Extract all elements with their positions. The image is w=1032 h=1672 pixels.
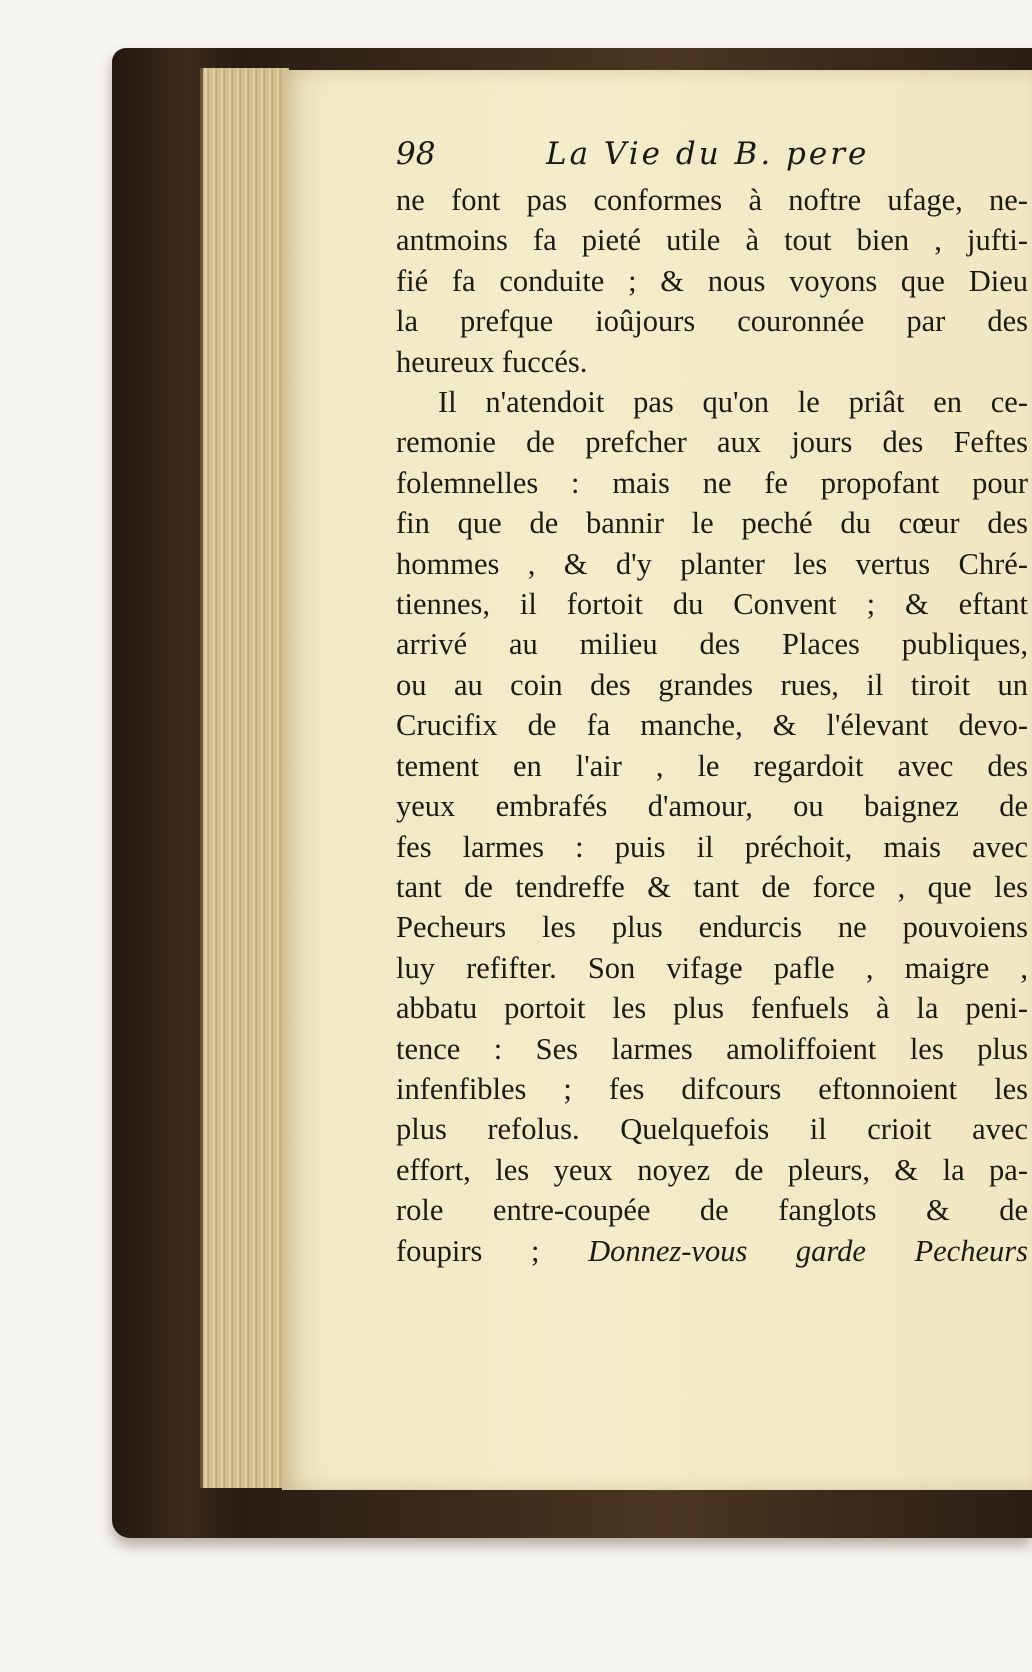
final-line-roman: foupirs ; [396, 1233, 540, 1268]
running-head: La Vie du B. pere [546, 136, 870, 172]
text-line: role entre-coupée de fanglots & de [396, 1193, 1028, 1228]
page-number: 98 [396, 136, 436, 172]
text-line: fié fa conduite ; & nous voyons que Dieu [396, 263, 1028, 298]
text-line: Il n'atendoit pas qu'on le priât en ce- [438, 385, 1028, 420]
text-line: la prefque ioûjours couronnée par des [396, 304, 1028, 339]
text-line: ou au coin des grandes rues, il tiroit un [396, 667, 1028, 702]
text-line: tence : Ses larmes amoliffoient les plus [396, 1031, 1028, 1066]
text-line: Pecheurs les plus endurcis ne pouvoiens [396, 910, 1028, 945]
text-line: folemnelles : mais ne fe propofant pour [396, 465, 1028, 500]
text-line: ne font pas conformes à noftre ufage, ne- [396, 183, 1028, 217]
text-line: tant de tendreffe & tant de force , que les [396, 869, 1028, 904]
text-line: antmoins fa pieté utile à tout bien , jufti- [396, 223, 1028, 258]
page-header [396, 136, 1032, 180]
text-line: tiennes, il fortoit du Convent ; & eftant [396, 587, 1028, 622]
final-line [396, 1231, 1028, 1271]
text-line: tement en l'air , le regardoit avec des [396, 748, 1028, 783]
text-line: heureux fuccés. [396, 344, 588, 379]
text-line: plus refolus. Quelquefois il crioit avec [396, 1112, 1028, 1147]
text-line: Crucifix de fa manche, & l'élevant devo- [396, 708, 1028, 743]
text-line: abbatu portoit les plus fenfuels à la peni- [396, 991, 1028, 1026]
text-line: yeux embrafés d'amour, ou baignez de [396, 789, 1028, 824]
text-line: hommes , & d'y planter les vertus Chré- [396, 546, 1028, 581]
final-line-italic: Donnez-vous garde Pecheurs [588, 1233, 1028, 1268]
text-line: effort, les yeux noyez de pleurs, & la pa- [396, 1152, 1028, 1187]
body-text [396, 180, 1028, 1271]
text-line: infenfibles ; fes difcours eftonnoient les [396, 1071, 1028, 1106]
text-line: fes larmes : puis il préchoit, mais avec [396, 829, 1028, 864]
text-line: fin que de bannir le peché du cœur des [396, 506, 1028, 541]
text-line: arrivé au milieu des Places publiques, [396, 627, 1028, 662]
text-line: remonie de prefcher aux jours des Feftes [396, 425, 1028, 460]
page-edges [200, 68, 289, 1488]
text-line: luy refifter. Son vifage pafle , maigre , [396, 950, 1028, 985]
